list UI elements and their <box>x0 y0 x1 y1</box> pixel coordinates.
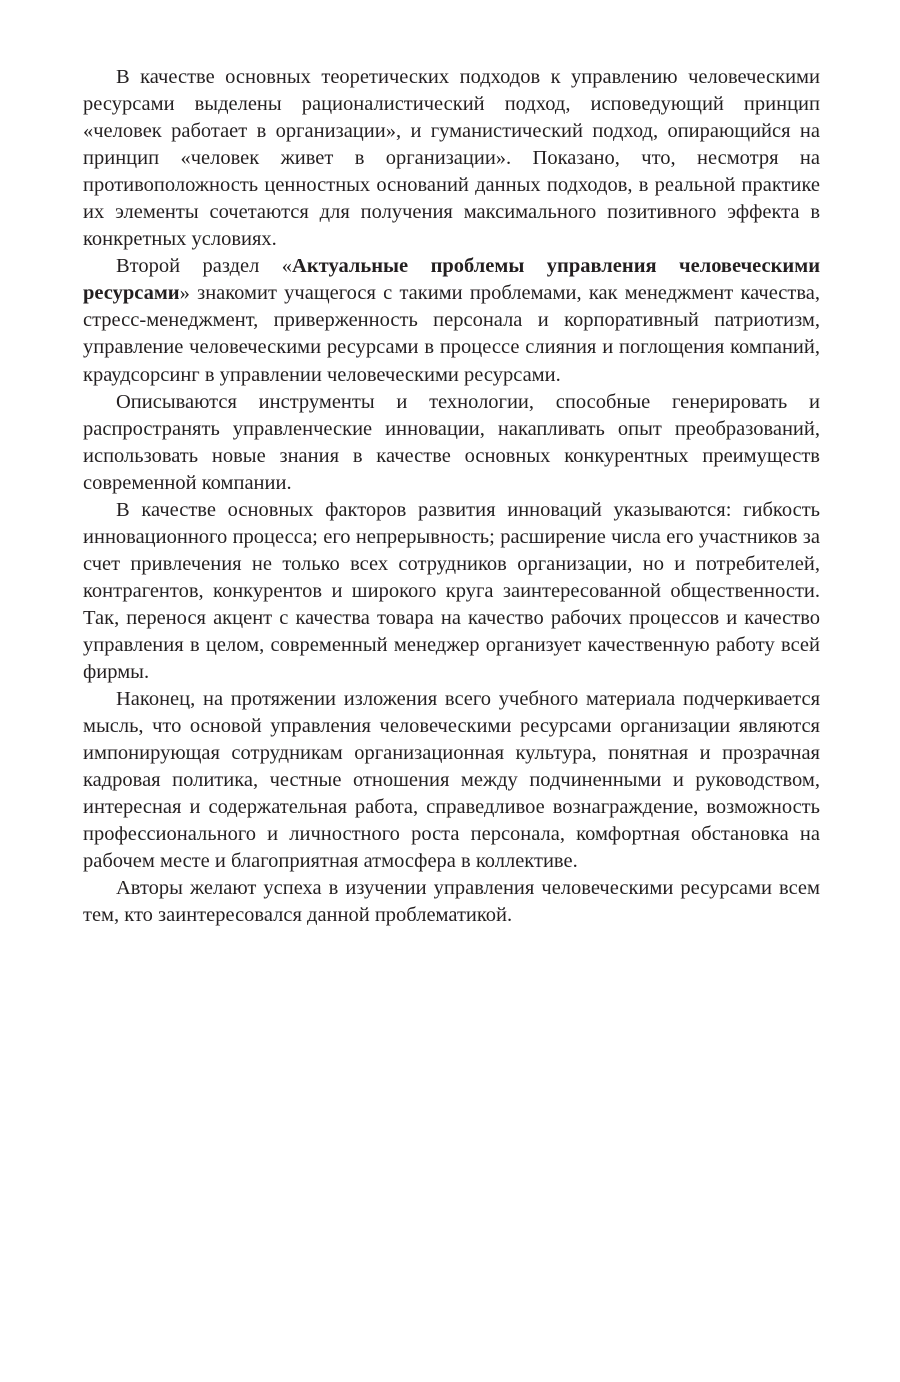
paragraph-second-section <box>83 253 820 388</box>
paragraph-conclusion: Наконец, на протяжении изложения всего учебного материала подчеркивается мысль, что основой управления человеческими ресурсами организации являются импонирующая сотрудникам организационная культура, понятная и прозрачная кадровая политика, честные отношения между подчиненными и руководством, интересная и содержательная работа, справедливое вознаграждение, возможность профессионального и личностного роста персонала, комфортная обстановка на рабочем месте и благоприятная атмосфера в коллективе. <box>83 688 820 873</box>
page-body <box>83 64 820 930</box>
paragraph-theoretical-approaches: В качестве основных теоретических подходов к управлению человеческими ресурсами выделены рационалистический подход, исповедующий принцип «человек работает в организации», и гуманистический подход, опирающийся на принцип «человек живет в организации». Показано, что, несмотря на противоположность ценностных оснований данных подходов, в реальной практике их элементы сочетаются для получения максимального позитивного эффекта в конкретных условиях. <box>83 66 820 251</box>
paragraph-innovation-factors: В качестве основных факторов развития инноваций указываются: гибкость инновационного процесса; его непрерывность; расширение числа его участников за счет привлечения не только всех сотрудников организации, но и потребителей, контрагентов, конкурентов и широкого круга заинтересованной общественности. Так, перенося акцент с качества товара на качество рабочих процессов и качество управления в целом, современный менеджер организует качественную работу всей фирмы. <box>83 498 820 684</box>
paragraph-second-section-intro: Второй раздел « <box>116 255 293 278</box>
paragraph-authors-wishes: Авторы желают успеха в изучении управления человеческими ресурсами всем тем, кто заинтересовался данной проблематикой. <box>83 877 820 927</box>
section-title-bold: Актуальные проблемы управления человеческими ресурсами <box>83 255 820 305</box>
paragraph-second-section-rest: » знакомит учащегося с такими проблемами, как менеджмент качества, стресс-менеджмент, приверженность персонала и корпоративный патриотизм, управление человеческими ресурсами в процессе слияния и поглощения компаний, краудсорсинг в управлении человеческими ресурсами. <box>83 282 820 386</box>
paragraph-tools-technologies: Описываются инструменты и технологии, способные генерировать и распространять управленческие инновации, накапливать опыт преобразований, использовать новые знания в качестве основных конкурентных преимуществ современной компании. <box>83 390 820 494</box>
